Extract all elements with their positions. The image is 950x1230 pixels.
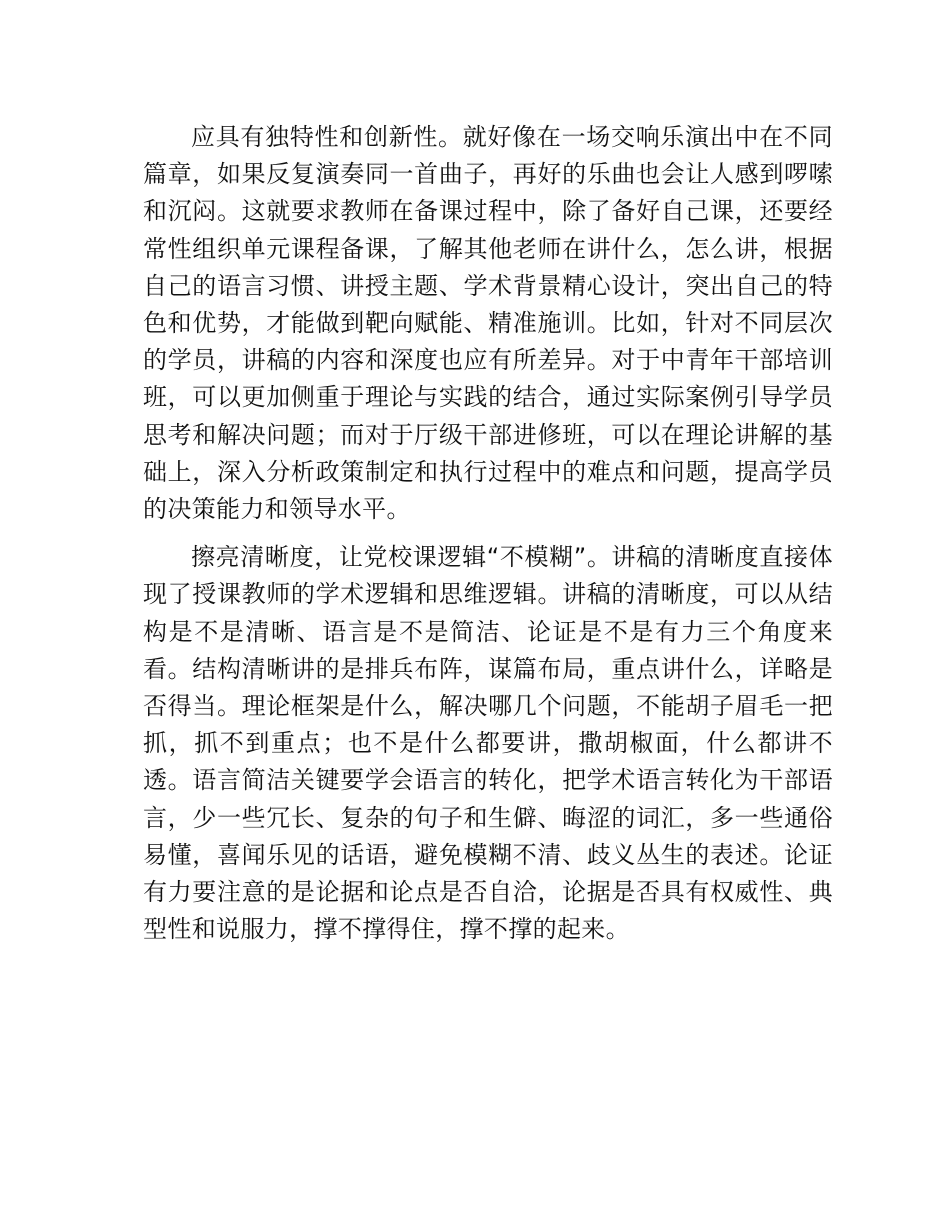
body-paragraph-1: 应具有独特性和创新性。就好像在一场交响乐演出中在不同篇章，如果反复演奏同一首曲子，再好的乐曲也会让人感到啰嗦和沉闷。这就要求教师在备课过程中，除了备好自己课，还要经常性组织单元课程备课，了解其他老师在讲什么，怎么讲，根据自己的语言习惯、讲授主题、学术背景精心设计，突出自己的特色和优势，才能做到靶向赋能、精准施训。比如，针对不同层次的学员，讲稿的内容和深度也应有所差异。对于中青年干部培训班，可以更加侧重于理论与实践的结合，通过实际案例引导学员思考和解决问题；而对于厅级干部进修班，可以在理论讲解的基础上，深入分析政策制定和执行过程中的难点和问题，提高学员的决策能力和领导水平。 — [143, 123, 833, 524]
body-paragraph-2: 擦亮清晰度，让党校课逻辑“不模糊”。讲稿的清晰度直接体现了授课教师的学术逻辑和思维逻辑。讲稿的清晰度，可以从结构是不是清晰、语言是不是简洁、论证是不是有力三个角度来看。结构清晰讲的是排兵布阵，谋篇布局，重点讲什么，详略是否得当。理论框架是什么，解决哪几个问题，不能胡子眉毛一把抓，抓不到重点；也不是什么都要讲，撒胡椒面，什么都讲不透。语言简洁关键要学会语言的转化，把学术语言转化为干部语言，少一些冗长、复杂的句子和生僻、晦涩的词汇，多一些通俗易懂，喜闻乐见的话语，避免模糊不清、歧义丛生的表述。论证有力要注意的是论据和论点是否自洽，论据是否具有权威性、典型性和说服力，撑不撑得住，撑不撑的起来。 — [143, 543, 833, 944]
document-body — [143, 119, 833, 948]
